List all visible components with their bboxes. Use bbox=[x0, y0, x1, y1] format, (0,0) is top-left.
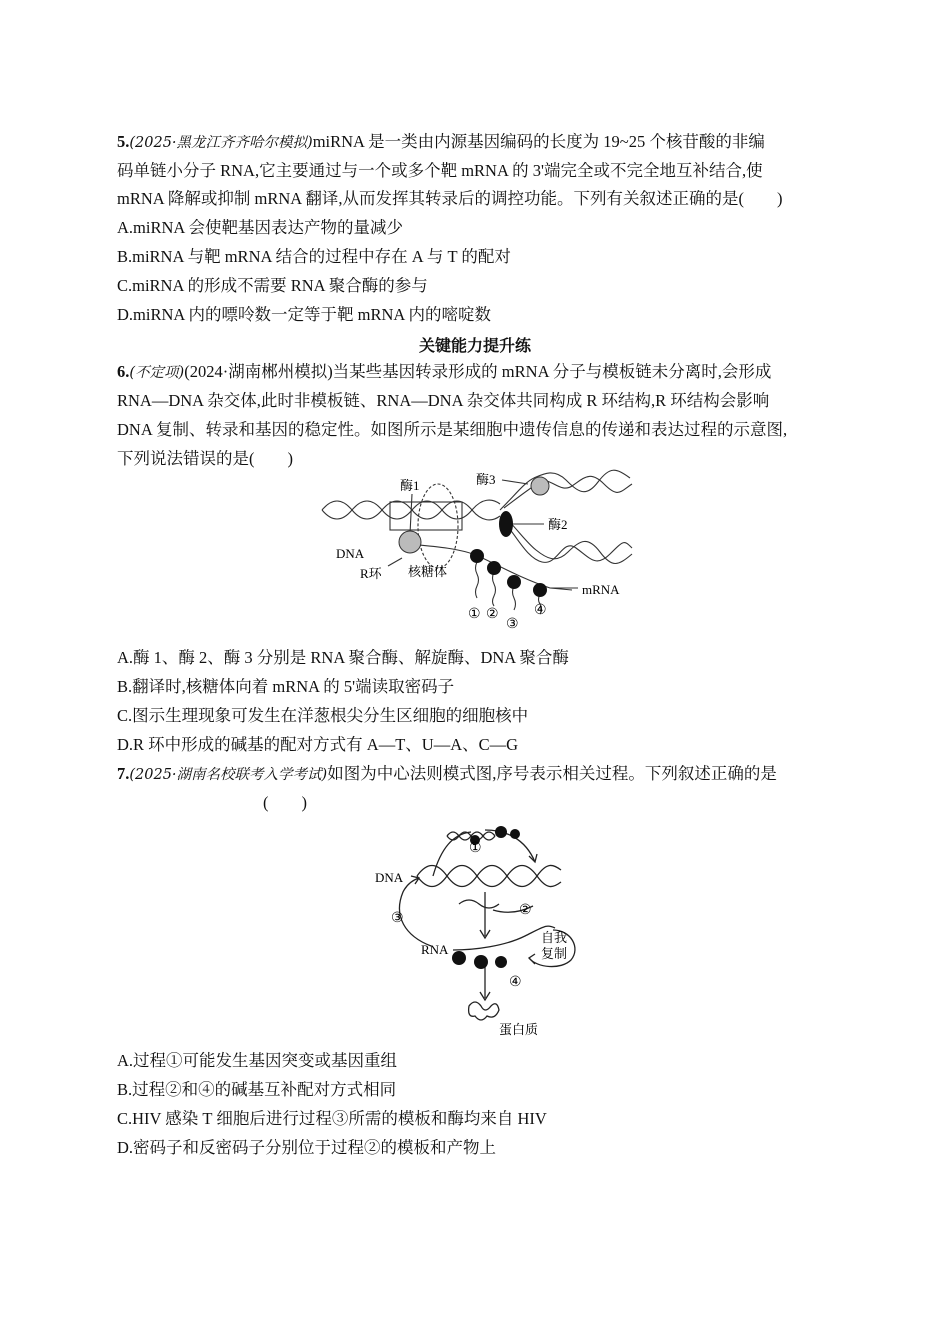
label-n2: ② bbox=[486, 607, 499, 622]
q6-option-a: A.酶 1、酶 2、酶 3 分别是 RNA 聚合酶、解旋酶、DNA 聚合酶 bbox=[117, 648, 569, 667]
peptide-2 bbox=[493, 572, 496, 606]
q7-source: (2025·湖南名校联考入学考试) bbox=[129, 767, 328, 783]
rna-strand bbox=[453, 926, 555, 950]
q6-number: 6 bbox=[117, 362, 126, 381]
q6-stem-line-1: 6.(不定项)(2024·湖南郴州模拟)当某些基因转录形成的 mRNA 分子与模板链未分离时,会形成 bbox=[117, 362, 772, 381]
label-n3: ③ bbox=[506, 617, 519, 632]
rna-ribosome-3 bbox=[495, 956, 507, 968]
label-rna: RNA bbox=[421, 942, 449, 957]
arrow-process-3 bbox=[399, 878, 431, 946]
peptide-3 bbox=[513, 586, 516, 610]
q5-source: (2025·黑龙江齐齐哈尔模拟) bbox=[129, 135, 313, 151]
label-self-rep-1: 自我 bbox=[541, 930, 568, 945]
q5-number: 5 bbox=[117, 132, 126, 151]
ribosome-1 bbox=[470, 549, 484, 563]
dna-helix-strand-2 bbox=[417, 866, 561, 887]
top-enzyme-2 bbox=[510, 829, 520, 839]
enzyme3-shape bbox=[531, 477, 549, 495]
label-self-rep-2: 复制 bbox=[541, 946, 568, 961]
label-n2: ② bbox=[519, 903, 532, 918]
q7-stem-line-2: ( ) bbox=[263, 793, 307, 812]
top-enzyme-1 bbox=[495, 826, 507, 838]
q7-option-c: C.HIV 感染 T 细胞后进行过程③所需的模板和酶均来自 HIV bbox=[117, 1109, 547, 1128]
label-enzyme2: 酶2 bbox=[548, 517, 568, 532]
section-title: 关键能力提升练 bbox=[418, 336, 531, 355]
label-n1: ① bbox=[468, 607, 481, 622]
q5-option-b: B.miRNA 与靶 mRNA 结合的过程中存在 A 与 T 的配对 bbox=[117, 247, 511, 266]
label-protein: 蛋白质 bbox=[499, 1022, 539, 1037]
q5-option-d: D.miRNA 内的嘌呤数一定等于靶 mRNA 内的嘧啶数 bbox=[117, 305, 492, 324]
leader-r-loop bbox=[388, 558, 402, 566]
label-mrna: mRNA bbox=[582, 582, 620, 597]
q6-option-c: C.图示生理现象可发生在洋葱根尖分生区细胞的细胞核中 bbox=[117, 706, 529, 725]
q6-figure bbox=[320, 468, 640, 634]
transcription-bubble bbox=[459, 900, 499, 908]
arrow-process-1-right bbox=[485, 830, 535, 862]
rna-ribosome-2 bbox=[474, 955, 488, 969]
r-loop-box bbox=[390, 502, 462, 530]
q7-stem-line-1: 7.(2025·湖南名校联考入学考试)如图为中心法则模式图,序号表示相关过程。下列叙述正确的是 bbox=[117, 764, 777, 783]
q6-stem-line-3: DNA 复制、转录和基因的稳定性。如图所示是某细胞中遗传信息的传递和表达过程的示意图, bbox=[117, 420, 788, 439]
leader-enzyme3 bbox=[502, 480, 528, 484]
q7-number: 7 bbox=[117, 764, 126, 783]
q6-option-d: D.R 环中形成的碱基的配对方式有 A—T、U—A、C—G bbox=[117, 735, 519, 754]
label-r-loop: R环 bbox=[360, 566, 382, 581]
peptide-1 bbox=[476, 562, 479, 598]
label-enzyme3: 酶3 bbox=[476, 472, 496, 487]
label-n3: ③ bbox=[391, 911, 404, 926]
label-dna: DNA bbox=[336, 546, 365, 561]
enzyme1-shape bbox=[399, 531, 421, 553]
q5-option-c: C.miRNA 的形成不需要 RNA 聚合酶的参与 bbox=[117, 276, 428, 295]
label-n1: ① bbox=[469, 841, 482, 856]
q7-option-b: B.过程②和④的碱基互补配对方式相同 bbox=[117, 1080, 397, 1099]
ribosome-2 bbox=[487, 561, 501, 575]
q5-stem-line-3: mRNA 降解或抑制 mRNA 翻译,从而发挥其转录后的调控功能。下列有关叙述正确的是( ) bbox=[117, 189, 783, 208]
q6-stem-line-4: 下列说法错误的是( ) bbox=[117, 449, 293, 468]
self-replication-head bbox=[529, 954, 535, 964]
label-n4: ④ bbox=[534, 603, 547, 618]
q7-option-d: D.密码子和反密码子分别位于过程②的模板和产物上 bbox=[117, 1138, 497, 1157]
label-enzyme1: 酶1 bbox=[400, 478, 420, 493]
label-n4: ④ bbox=[509, 975, 522, 990]
q5-option-a: A.miRNA 会使靶基因表达产物的量减少 bbox=[117, 218, 404, 237]
dna-strand-lower-1 bbox=[504, 516, 632, 564]
protein-shape bbox=[469, 1002, 499, 1020]
dna-helix-strand-1 bbox=[417, 865, 561, 886]
q5-stem-line-2: 码单链小分子 RNA,它主要通过与一个或多个靶 mRNA 的 3'端完全或不完全地互补结合,使 bbox=[117, 161, 763, 180]
ribosome-outline bbox=[418, 484, 458, 568]
rna-ribosome-1 bbox=[452, 951, 466, 965]
ribosome-4 bbox=[533, 583, 547, 597]
ribosome-3 bbox=[507, 575, 521, 589]
dna-strand-upper-2 bbox=[504, 476, 632, 508]
label-ribosome: 核糖体 bbox=[408, 564, 448, 579]
q6-stem-line-2: RNA—DNA 杂交体,此时非模板链、RNA—DNA 杂交体共同构成 R 环结构,R 环结构会影响 bbox=[117, 391, 770, 410]
q6-option-b: B.翻译时,核糖体向着 mRNA 的 5'端读取密码子 bbox=[117, 677, 455, 696]
q5-stem-line-1: 5.(2025·黑龙江齐齐哈尔模拟)miRNA 是一类由内源基因编码的长度为 19~25 个核苷酸的非编 bbox=[117, 132, 765, 151]
enzyme2-shape bbox=[499, 511, 513, 537]
leader-enzyme1 bbox=[410, 494, 412, 534]
label-dna: DNA bbox=[375, 870, 404, 885]
q7-figure bbox=[375, 818, 585, 1042]
q7-option-a: A.过程①可能发生基因突变或基因重组 bbox=[117, 1051, 398, 1070]
q6-source: (不定项) bbox=[129, 365, 185, 381]
